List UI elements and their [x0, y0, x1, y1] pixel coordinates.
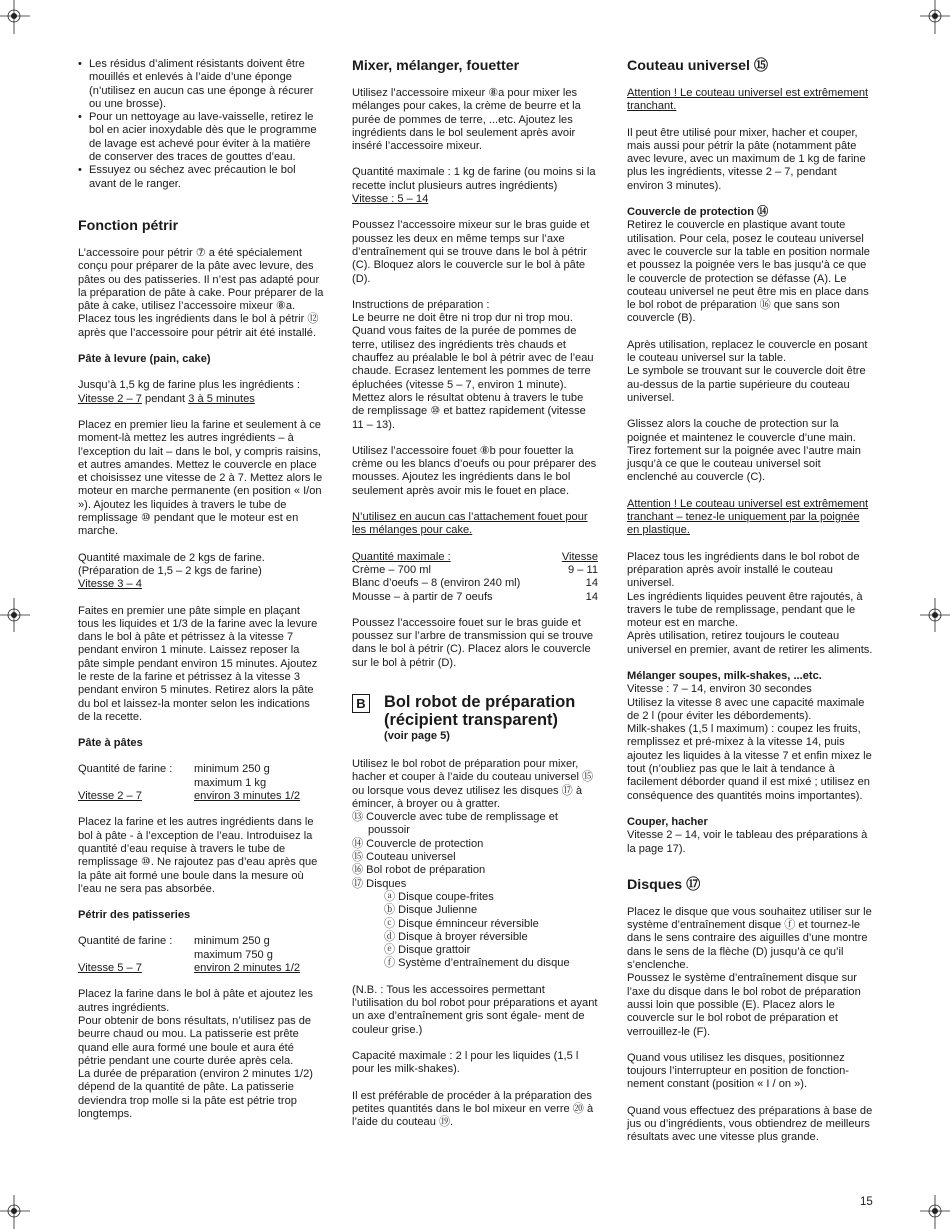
list-item: ⓑ Disque Julienne: [384, 904, 478, 917]
list-item: ⓔ Disque grattoir: [384, 944, 471, 957]
speed-connector: pendant: [141, 392, 189, 405]
list-item: ⓓ Disque à broyer réversible: [384, 930, 528, 943]
paragraph: Capacité maximale : 2 l pour les liquides (1,5 l pour les milk-shakes).: [352, 1049, 579, 1076]
speed-value: Vitesse : 5 – 14: [352, 193, 429, 206]
section-title-disques: Disques ⑰: [627, 876, 701, 893]
paragraph: Utilisez le bol robot de préparation pour mixer, hacher et couper à l’aide du couteau universel ⑮ ou lorsque vous devez utilisez les disques ⑰ à émincer, à broyer ou à gratter.: [352, 757, 594, 810]
table-row: Vitesse 2 – 7 environ 3 minutes 1/2: [78, 790, 301, 803]
table-row: Vitesse 5 – 7 environ 2 minutes 1/2: [78, 962, 301, 975]
paragraph: L’accessoire pour pétrir ⑦ a été spécialement conçu pour préparer de la pâte avec levure, des pâtes ou des patisseries. Il n’est pas adapté pour la préparation de pâte à cake. Pour préparer de la pâte à cake, utilisez l’accessoire mixeur ⑧a.: [78, 246, 324, 313]
section-title-fonction-petrir: Fonction pétrir: [78, 217, 179, 234]
table-header: Quantité maximale : Vitesse: [352, 550, 598, 563]
big-title-subline: (voir page 5): [384, 729, 450, 742]
paragraph: Poussez l’accessoire mixeur sur le bras guide et poussez les deux en même temps sur l’axe d’entraînement qui se trouve dans le bol à pétrir (C). Bloquez alors le couvercle sur le bol à pâte (D).: [352, 219, 590, 285]
paragraph: Placez la farine dans le bol à pâte et ajoutez les autres ingrédients.: [78, 988, 313, 1014]
paragraph: Poussez le système d’entraînement disque sur l’axe du disque dans le bol robot de préparation aussi loin que possible (E). Placez alors le couvercle sur le bol robot de préparation et verrouillez-le (F).: [627, 972, 861, 1038]
subsection-title-couper-hacher: Couper, hacher: [627, 815, 708, 828]
registration-mark-top-right: [920, 0, 950, 34]
list-item: ⑮ Couteau universel: [352, 851, 456, 864]
duration-value: 3 à 5 minutes: [188, 392, 255, 405]
paragraph: Faites en premier une pâte simple en plaçant tous les liquides et 1/3 de la farine avec la levure dans le bol à pâte et pétrissez à la vitesse 7 pendant environ 1 minute. Laissez reposer la pâte simple pendant environ 15 minutes. Ajoutez le reste de la farine et pétrissez à la vitesse 3 pendant environ 5 minutes. Retirez alors la pâte du bol et laissez-la monter selon les indications de la recette.: [78, 604, 318, 723]
subsection-title-pate-pates: Pâte à pâtes: [78, 737, 143, 750]
list-item: ⓐ Disque coupe-frites: [384, 890, 494, 903]
subsection-title-pate-levure: Pâte à levure (pain, cake): [78, 353, 211, 366]
paragraph: Le beurre ne doit être ni trop dur ni trop mou. Quand vous faites de la purée de pommes de terre, utilisez des ingrédients très chauds et chauffez au préalable le bol à pétrir avec de l’eau chaude. Ecrasez lentement les pommes de terre épluchées (vitesse 5 – 7, environ 1 minute). Mettez alors le résultat obtenu à travers le tube de remplissage ⑩ et battez rapidement (vitesse 11 – 13).: [352, 312, 594, 431]
paragraph: Utilisez l’accessoire fouet ⑧b pour fouetter la crème ou les blancs d’oeufs ou pour préparer des mousses. Ajoutez les ingrédients dans le bol seulement après avoir mis le fouet en place.: [352, 444, 597, 497]
registration-mark-mid-left: [0, 598, 30, 632]
speed-value: Vitesse 3 – 4: [78, 578, 142, 591]
list-item: ⑯ Bol robot de préparation: [352, 864, 486, 877]
paragraph: Placez tous les ingrédients dans le bol à pétrir ⑫ après que l’accessoire pour pétrir ait été installé.: [78, 313, 319, 339]
paragraph: Il est préférable de procéder à la préparation des petites quantités dans le bol mixeur en verre ⑳ à l’aide du couteau ⑲.: [352, 1089, 594, 1129]
disc-sublist: [368, 891, 598, 971]
registration-mark-bottom-left: [0, 1195, 30, 1229]
paragraph: Il peut être utilisé pour mixer, hacher et couper, mais aussi pour pétrir la pâte (notamment pâte avec levure, avec un maximum de 1 kg de farine plus les ingrédients, vitesse 2 – 7, pendant environ 3 minutes).: [627, 126, 866, 192]
paragraph: Après utilisation, retirez toujours le couteau universel en premier, avant de retirer les aliments.: [627, 630, 873, 656]
table-row: Crème – 700 ml 9 – 11: [352, 563, 598, 576]
table-row: Quantité de farine : minimum 250 g: [78, 763, 270, 776]
big-title-line: (récipient transparent): [384, 710, 558, 729]
paragraph: Vitesse : 7 – 14, environ 30 secondes: [627, 683, 812, 696]
cleaning-bullet-list: [78, 58, 324, 191]
paragraph: Placez le disque que vous souhaitez utiliser sur le système d’entraînement disque ⓕ et tournez-le dans le sens contraire des aiguilles d’une montre dans le sens de la flèche (D) jusqu’à ce qu’il s’enclenche.: [627, 905, 872, 972]
big-title-line: Bol robot de préparation: [384, 692, 576, 711]
list-item: ⓒ Disque émninceur réversible: [384, 917, 539, 930]
paragraph: Les ingrédients liquides peuvent être rajoutés, à travers le tube de remplissage, pendant que le moteur est en marche.: [627, 590, 863, 630]
list-item: ⑬ Couvercle avec tube de remplissage et poussoir: [352, 811, 558, 837]
bullet-item: • Les résidus d’aliment résistants doivent être mouillés et enlevés à l’aide d’une éponge (n’utilisez en aucun cas une éponge à récurer ou une brosse).: [78, 58, 324, 111]
section-title-mixer: Mixer, mélanger, fouetter: [352, 58, 520, 74]
registration-mark-mid-right: [920, 598, 950, 632]
paragraph: Retirez le couvercle en plastique avant toute utilisation. Pour cela, posez le couteau universel avec le couvercle sur la table en position normale et poussez la poignée vers le bas jusqu’à ce que le couvercle de protection se défasse (A). Le couteau universel ne peut être mis en place dans le bol robot de préparation ⑯ que sans son couvercle (B).: [627, 219, 870, 325]
table-row: maximum 1 kg: [194, 776, 267, 789]
paragraph: Pour obtenir de bons résultats, n’utilisez pas de beurre chaud ou mou. La patisserie est prête quand elle aura formé une boule et aura été pétrie pendant une courte durée après cela.: [78, 1014, 312, 1067]
subsection-title-couvercle-protection: Couvercle de protection ⑭: [627, 206, 769, 219]
warning-text: N’utilisez en aucun cas l’attachement fouet pour les mélanges pour cake.: [352, 511, 588, 537]
column-middle: [352, 58, 598, 1142]
paragraph: Poussez l’accessoire fouet sur le bras guide et poussez sur l’arbre de transmission qui se trouve dans le bol à pétrir (C). Placez alors le couvercle sur le bol à pétrir (D).: [352, 616, 594, 669]
list-item: ⓕ Système d’entraînement du disque: [384, 957, 570, 970]
table-row: maximum 750 g: [194, 948, 273, 961]
paragraph: Quand vous effectuez des préparations à base de jus ou d’ingrédients, vous obtiendrez de meilleurs résultats avec une vitesse plus grande.: [627, 1104, 873, 1144]
paragraph: Après utilisation, replacez le couvercle en posant le couteau universel sur la table.: [627, 338, 868, 365]
paragraph: Placez tous les ingrédients dans le bol robot de préparation après avoir installé le couteau universel.: [627, 550, 860, 590]
quantity-table: [78, 763, 324, 803]
registration-mark-top-left: [0, 0, 30, 34]
paragraph: Placez la farine et les autres ingrédients dans le bol à pâte - à l’exception de l’eau. Introduisez la quantité d’eau requise à travers le tube de remplissage ⑩. Ne rajoutez pas d’eau après que la pâte ait formé une boule dans la mesure où l’eau ne sera pas absorbée.: [78, 816, 318, 895]
paragraph: La durée de préparation (environ 2 minutes 1/2) dépend de la quantité de pâte. La patisserie deviendra trop molle si la pâte est pétrie trop longtemps.: [78, 1068, 313, 1120]
page-number: 15: [860, 1196, 873, 1208]
paragraph: Vitesse 2 – 14, voir le tableau des préparations à la page 17).: [627, 829, 868, 855]
parts-list: [352, 811, 598, 971]
warning-text: Attention ! Le couteau universel est extrêmement tranchant – tenez-le uniquement par la poignée en plastique.: [627, 497, 869, 537]
paragraph: Placez en premier lieu la farine et seulement à ce moment-là mettez les autres ingrédients – à l’exception du lait – dans le bol, y compris raisins, et autres amandes. Mettez le couvercle en place et choisissez une vitesse de 2 à 7. Mettez alors le moteur en marche permanente (en position « I/on »). Ajoutez les liquides à travers le tube de remplissage ⑩ pendant que le moteur est en marche.: [78, 418, 323, 538]
subsection-title-petrir-patisseries: Pétrir des patisseries: [78, 909, 191, 922]
paragraph: (Préparation de 1,5 – 2 kgs de farine): [78, 564, 262, 577]
list-item: ⑭ Couvercle de protection: [352, 837, 484, 850]
column-left: [78, 58, 324, 1134]
bullet-item: • Essuyez ou séchez avec précaution le bol avant de le ranger.: [78, 164, 324, 191]
section-title-bol-robot: [352, 693, 598, 744]
paragraph: (N.B. : Tous les accessoires permettant l’utilisation du bol robot pour préparations et ayant un axe d’entraînement gris sont égale- ment de couleur grise.): [352, 983, 598, 1036]
paragraph: Quantité maximale de 2 kgs de farine.: [78, 551, 265, 564]
paragraph: Quand vous utilisez les disques, positionnez toujours l’interrupteur en position de fonction- nement constant (position « I / on »).: [627, 1051, 850, 1091]
section-title-couteau-universel: Couteau universel ⑮: [627, 58, 769, 74]
quantity-table: [78, 935, 324, 975]
column-right: [627, 58, 873, 1158]
warning-text: Attention ! Le couteau universel est extrêmement tranchant.: [627, 87, 869, 113]
paragraph: Instructions de préparation :: [352, 298, 490, 311]
table-row: Mousse – à partir de 7 oeufs 14: [352, 590, 598, 603]
list-item: ⑰ Disques ⓐ Disque coupe-frites ⓑ Disque Julienne ⓒ Disque émninceur réversible ⓓ Disque à broyer réversible ⓔ Disque grattoir ⓕ Système d’entraînement du disque: [352, 878, 598, 971]
speed-line: [78, 393, 324, 406]
paragraph: Utilisez l’accessoire mixeur ⑧a pour mixer les mélanges pour cakes, la crème de beurre et la purée de pommes de terre, ...etc. Ajoutez les ingrédients dans le bol seulement après avoir inséré l’accessoire mixeur.: [352, 87, 581, 153]
paragraph: Milk-shakes (1,5 l maximum) : coupez les fruits, remplissez et pré-mixez à la vitesse 14, puis ajoutez les liquides à la vitesse 7 et enfin mixez le tout (n’oubliez pas que le lait à tendance à facilement déborder quand il est mixé ; utilisez en conséquence des quantités moins importantes).: [627, 723, 872, 802]
bullet-item: • Pour un nettoyage au lave-vaisselle, retirez le bol en acier inoxydable dès que le programme de lavage est achevé pour éviter à la matière de conserver des traces de gouttes d’eau.: [78, 111, 324, 164]
table-row: Quantité de farine : minimum 250 g: [78, 935, 270, 948]
subsection-title-melanger-soupes: Mélanger soupes, milk-shakes, ...etc.: [627, 669, 822, 682]
paragraph: Glissez alors la couche de protection sur la poignée et maintenez le couvercle d’une main. Tirez fortement sur la poignée avec l’autre main jusqu’à ce que le couteau universel soit enclenché au couvercle (C).: [627, 418, 861, 484]
registration-mark-bottom-right: [920, 1195, 950, 1229]
paragraph: Jusqu’à 1,5 kg de farine plus les ingrédients :: [78, 379, 301, 392]
speed-value: Vitesse 2 – 7: [78, 392, 142, 405]
table-row: Blanc d’oeufs – 8 (environ 240 ml) 14: [352, 577, 598, 590]
paragraph: Quantité maximale : 1 kg de farine (ou moins si la recette inclut plusieurs autres ingrédients): [352, 166, 596, 192]
section-letter-box: B: [352, 694, 370, 713]
paragraph: Le symbole se trouvant sur le couvercle doit être au-dessus de la partie supérieure du couteau universel.: [627, 365, 866, 404]
whisk-table: [352, 551, 598, 604]
paragraph: Utilisez la vitesse 8 avec une capacité maximale de 2 l (pour éviter les débordements).: [627, 696, 865, 722]
